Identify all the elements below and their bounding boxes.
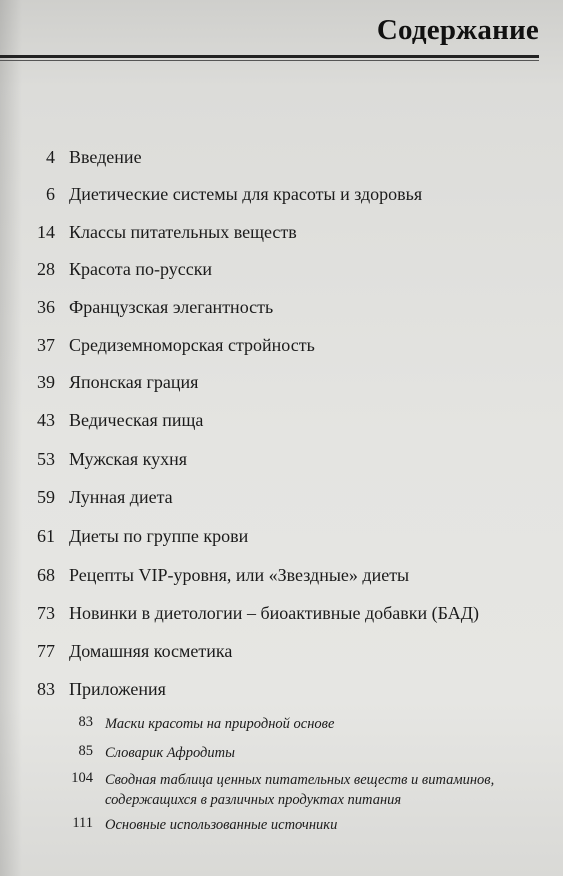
toc-page-number: 77: [37, 641, 55, 661]
toc-entry-title: Новинки в диетологии – биоактивные добавки (БАД): [69, 603, 479, 623]
toc-subentry-title: Основные использованные источники: [105, 817, 338, 833]
toc-page-number: 61: [37, 526, 55, 546]
toc-entry-title: Введение: [69, 147, 142, 167]
toc-page-number: 83: [78, 714, 93, 730]
toc-entry-title: Домашняя косметика: [69, 641, 233, 661]
toc-subentry-title: Словарик Афродиты: [105, 745, 235, 761]
toc-page-number: 111: [72, 815, 93, 831]
toc-page-number: 39: [37, 372, 55, 392]
toc-page-number: 83: [37, 679, 55, 699]
toc-subentry-title: Маски красоты на природной основе: [105, 716, 335, 732]
header-rule-thin: [0, 60, 539, 61]
page-title: Содержание: [376, 14, 539, 46]
toc-page-number: 68: [37, 565, 55, 585]
toc-entry-title: Диеты по группе крови: [69, 526, 249, 546]
toc-page-number: 4: [46, 147, 55, 167]
toc-entry-title: Средиземноморская стройность: [69, 335, 315, 355]
toc-page-number: 85: [78, 743, 93, 759]
toc-entry-title: Лунная диета: [69, 487, 173, 507]
toc-subentry-title-continued: содержащихся в различных продуктах питания: [105, 792, 402, 808]
toc-page-number: 14: [37, 222, 55, 242]
toc-page-number: 73: [37, 603, 55, 623]
toc-page-number: 6: [46, 184, 55, 204]
toc-page-number: 28: [37, 259, 55, 279]
toc-page-number: 53: [37, 449, 55, 469]
toc-subentry-title: Сводная таблица ценных питательных веществ и витаминов,: [105, 772, 495, 788]
header-rule: [0, 55, 539, 58]
toc-entry-title: Диетические системы для красоты и здоровья: [69, 184, 423, 204]
toc-page-number: 37: [37, 335, 55, 355]
toc-entry-title: Японская грация: [69, 372, 199, 392]
toc-page-number: 43: [37, 410, 55, 430]
toc-page-number: 59: [37, 487, 55, 507]
toc-page-number: 104: [71, 770, 93, 786]
toc-entry-title: Красота по-русски: [69, 259, 213, 279]
toc-entry-title: Приложения: [69, 679, 166, 699]
toc-entry-title: Рецепты VIP-уровня, или «Звездные» диеты: [69, 565, 410, 585]
toc-page-number: 36: [37, 297, 55, 317]
toc-entry-title: Классы питательных веществ: [69, 222, 297, 242]
toc-entry-title: Мужская кухня: [69, 449, 188, 469]
toc-entry-title: Ведическая пища: [69, 410, 204, 430]
toc-entry-title: Французская элегантность: [69, 297, 274, 317]
